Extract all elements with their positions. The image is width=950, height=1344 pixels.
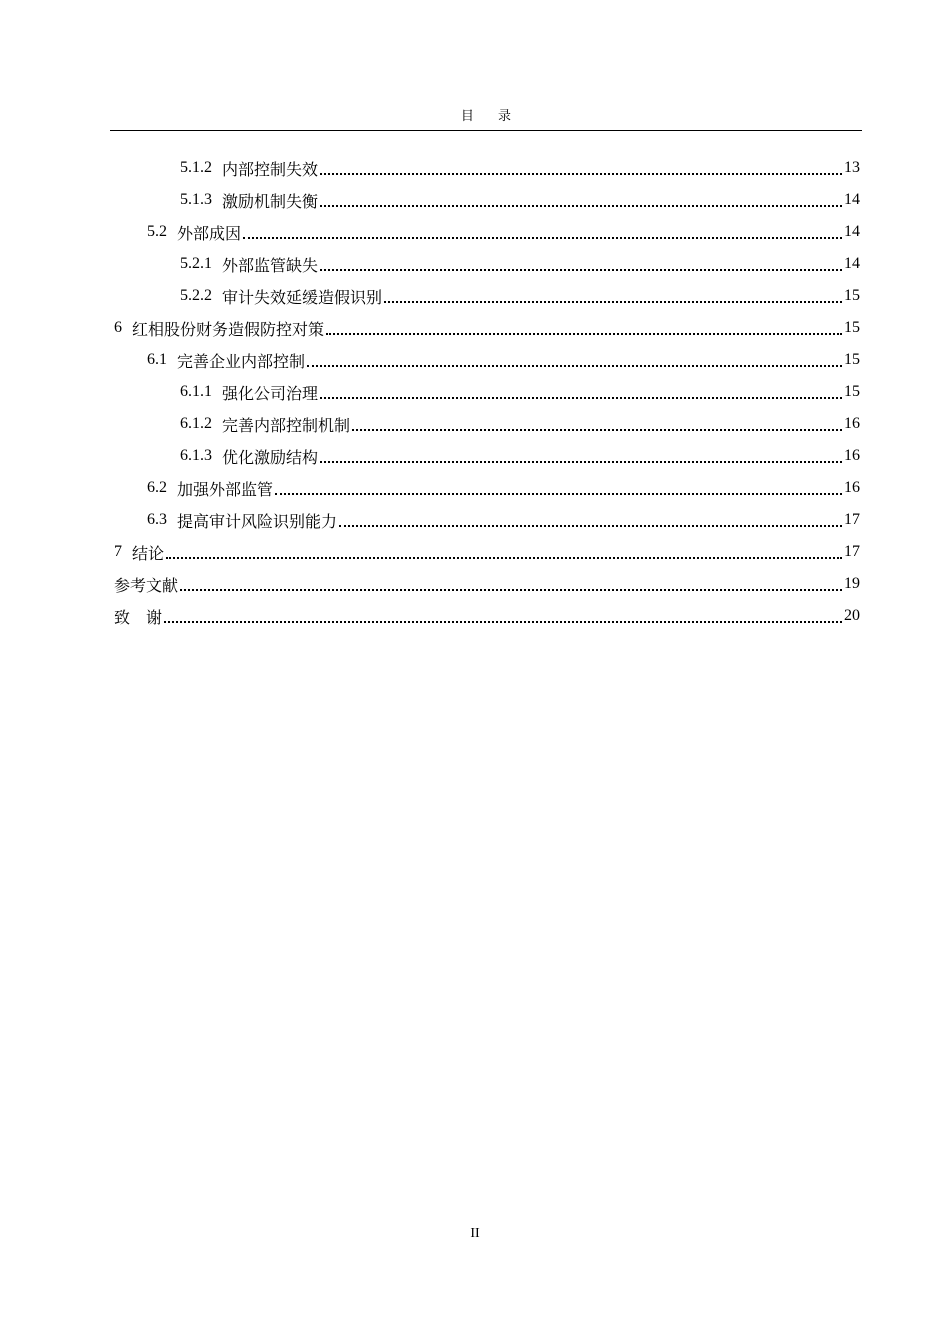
toc-entry[interactable] [114,536,860,568]
toc-entry-number: 6.1.2 [180,415,212,432]
dot-leader [320,269,842,271]
toc-entry-title: 优化激励结构 [222,447,319,467]
toc-entry[interactable] [114,440,860,472]
toc-entry-title: 外部监管缺失 [222,255,319,275]
toc-entry-title: 完善内部控制机制 [222,415,351,435]
toc-entry-title: 内部控制失效 [222,159,319,179]
dot-leader [326,333,842,335]
dot-leader [166,557,842,559]
page-footer [0,1226,950,1242]
dot-leader [275,493,842,495]
dot-leader [320,173,842,175]
toc-entry-title: 结论 [132,543,165,563]
header-title: 目 录 [460,109,522,124]
page-header [110,108,862,131]
toc-entry-number: 5.2.1 [180,255,212,272]
toc-entry-title: 致 谢 [114,607,163,627]
toc-entry-title: 审计失效延缓造假识别 [222,287,383,307]
toc-entry-title: 激励机制失衡 [222,191,319,211]
dot-leader [320,205,842,207]
toc-entry-page: 15 [844,383,860,400]
toc-entry-number: 6.3 [147,511,167,528]
dot-leader [384,301,842,303]
dot-leader [180,589,842,591]
toc-entry-title: 加强外部监管 [177,479,274,499]
dot-leader [164,621,842,623]
toc-entry[interactable] [114,504,860,536]
dot-leader [320,397,842,399]
toc-entry-title: 强化公司治理 [222,383,319,403]
toc-entry[interactable] [114,152,860,184]
toc-entry-page: 14 [844,255,860,272]
toc-entry-page: 13 [844,159,860,176]
toc-entry[interactable] [114,600,860,632]
toc-entry-number: 5.1.2 [180,159,212,176]
toc-entry-page: 15 [844,351,860,368]
toc-entry-title: 完善企业内部控制 [177,351,306,371]
toc-entry[interactable] [114,280,860,312]
toc-entry-page: 16 [844,479,860,496]
toc-entry-number: 6.2 [147,479,167,496]
toc-entry-page: 15 [844,287,860,304]
table-of-contents [114,152,860,632]
toc-entry[interactable] [114,376,860,408]
toc-entry[interactable] [114,312,860,344]
toc-entry-page: 17 [844,511,860,528]
toc-entry-title: 提高审计风险识别能力 [177,511,338,531]
toc-entry-number: 5.1.3 [180,191,212,208]
toc-entry[interactable] [114,472,860,504]
toc-entry-page: 20 [844,607,860,624]
toc-entry[interactable] [114,216,860,248]
toc-entry[interactable] [114,184,860,216]
toc-entry-page: 16 [844,415,860,432]
toc-entry-page: 14 [844,223,860,240]
dot-leader [307,365,842,367]
dot-leader [339,525,842,527]
toc-entry[interactable] [114,408,860,440]
dot-leader [243,237,842,239]
page-number: II [470,1226,480,1241]
toc-entry-page: 17 [844,543,860,560]
dot-leader [352,429,842,431]
toc-entry-number: 5.2 [147,223,167,240]
toc-entry-number: 6 [114,319,122,336]
dot-leader [320,461,842,463]
toc-entry[interactable] [114,568,860,600]
toc-entry-number: 7 [114,543,122,560]
toc-entry-number: 6.1 [147,351,167,368]
toc-entry-page: 14 [844,191,860,208]
toc-entry-page: 15 [844,319,860,336]
toc-entry[interactable] [114,248,860,280]
toc-entry-title: 外部成因 [177,223,242,243]
toc-entry-title: 红相股份财务造假防控对策 [132,319,325,339]
toc-entry-title: 参考文献 [114,575,179,595]
toc-entry-number: 6.1.1 [180,383,212,400]
toc-entry-page: 19 [844,575,860,592]
toc-entry[interactable] [114,344,860,376]
toc-entry-number: 5.2.2 [180,287,212,304]
toc-entry-page: 16 [844,447,860,464]
toc-entry-number: 6.1.3 [180,447,212,464]
